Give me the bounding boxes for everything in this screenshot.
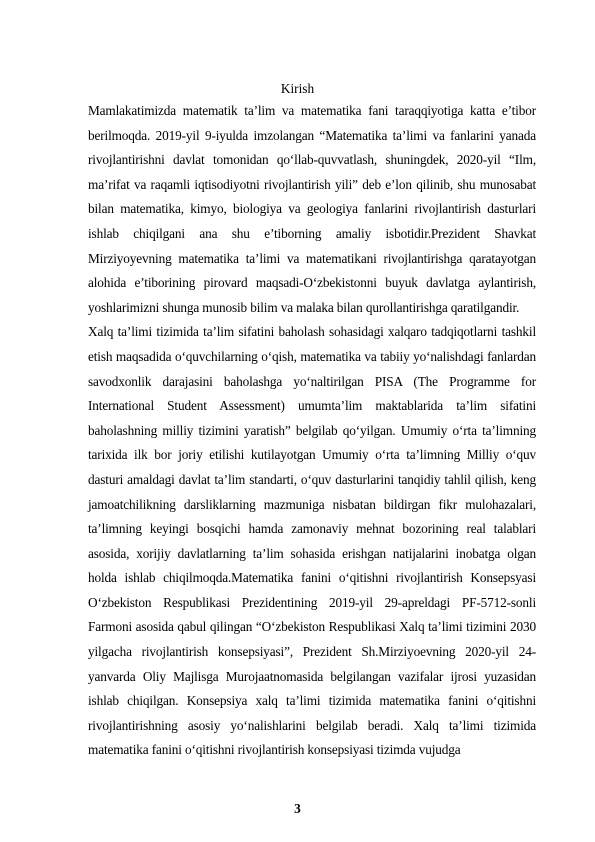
page-number: 3	[294, 801, 301, 816]
paragraph-1: Mamlakatimizda matematik ta’lim va matematika fani taraqqiyotiga katta e’tibor berilmoqda. 2019-yil 9-iyulda imzolangan “Matematika ta’limi va fanlarini yanada rivojlantirishni davlat tomonidan qo‘llab-quvvatlash, shuningdek, 2020-yil “Ilm, ma’rifat va raqamli iqtisodiyotni rivojlantirish yili” deb e’lon qilinib, shu munosabat bilan matematika, kimyo, biologiya va geologiya fanlarini rivojlantirish dasturlari ishlab chiqilgani ana shu e’tiborning amaliy isbotidir.Prezident Shavkat Mirziyoyevning matematika ta’limi va matematikani rivojlantirishga qaratayotgan alohida e’tiborining pirovard maqsadi-O‘zbekistonni buyuk davlatga aylantirish, yoshlarimizni shunga munosib bilim va malaka bilan qurollantirishga qaratilgandir.	[88, 103, 536, 315]
paragraph-2: Xalq ta’limi tizimida ta’lim sifatini baholash sohasidagi xalqaro tadqiqotlarni tashkil etish maqsadida o‘quvchilarning o‘qish, matematika va tabiiy yo‘nalishdagi fanlardan savodxonlik darajasini baholashga yo‘naltirilgan PISA (The Programme for International Student Assessment) umumta’lim maktablarida ta’lim sifatini baholashning milliy tizimini yaratish” belgilab qo‘yilgan. Umumiy o‘rta ta’limning tarixida ilk bor joriy etilishi kutilayotgan Umumiy o‘rta ta’limning Milliy o‘quv dasturi amaldagi davlat ta’lim standarti, o‘quv dasturlarini tanqidiy tahlil qilish, keng jamoatchilikning darsliklarning mazmuniga nisbatan bildirgan fikr mulohazalari, ta’limning keyingi bosqichi hamda zamonaviy mehnat bozorining real talablari asosida, xorijiy davlatlarning ta’lim sohasida erishgan natijalarini inobatga olgan holda ishlab chiqilmoqda.Matematika fanini o‘qitishni rivojlantirish Konsepsyasi O‘zbekiston Respublikasi Prezidentining 2019-yil 29-apreldagi PF-5712-sonli Farmoni asosida qabul qilingan “O‘zbekiston Respublikasi Xalq ta’limi tizimini 2030 yilgacha rivojlantirish konsepsiyasi”, Prezident Sh.Mirziyoevning 2020-yil 24- yanvarda Oliy Majlisga Murojaatnomasida belgilangan vazifalar ijrosi yuzasidan ishlab chiqilgan. Konsepsiya xalq ta’limi tizimida matematika fanini o‘qitishni rivojlantirishning asosiy yo‘nalishlarini belgilab beradi. Xalq ta’limi tizimida matematika fanini o‘qitishni rivojlantirish konsepsiyasi tizimda vujudga	[88, 324, 536, 758]
section-heading: Kirish	[280, 81, 315, 96]
body-text	[88, 99, 536, 763]
